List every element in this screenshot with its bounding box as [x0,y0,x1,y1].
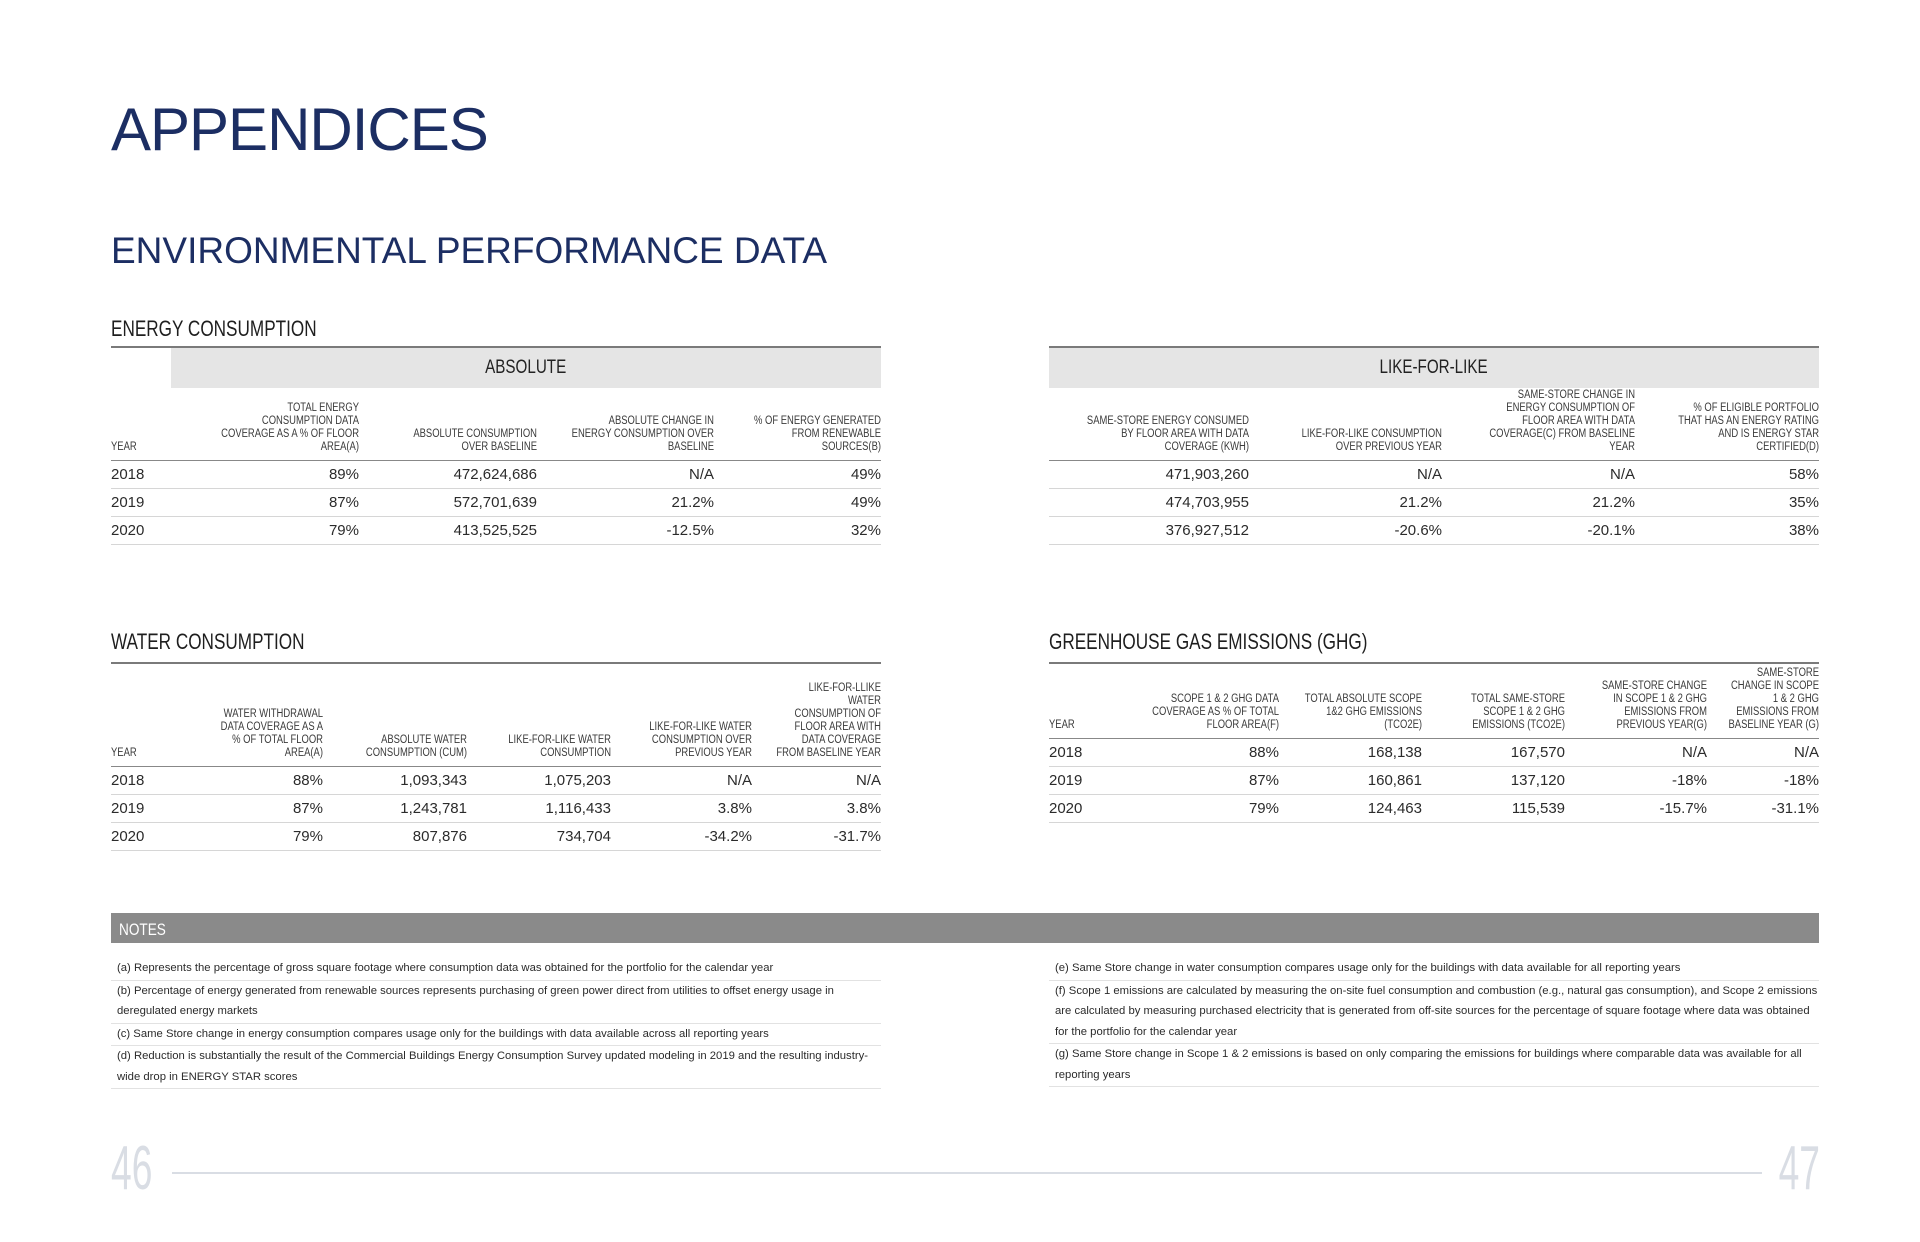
cell-year: 2019 [1049,766,1119,794]
cell: 471,903,260 [1049,460,1249,488]
ghg-section-title: GREENHOUSE GAS EMISSIONS (GHG) [1049,629,1368,654]
energy-group-absolute: ABSOLUTE [171,346,881,388]
table-row [1049,738,1819,766]
energy-section-title: ENERGY CONSUMPTION [111,316,317,341]
table-row [1049,460,1819,488]
cell: -12.5% [537,516,714,544]
col-header: ABSOLUTE CONSUMPTION OVER BASELINE [359,388,537,460]
col-header: TOTAL ABSOLUTE SCOPE 1&2 GHG EMISSIONS (TCO2E) [1279,664,1422,738]
note-item: (c) Same Store change in energy consumption compares usage only for the buildings with data available across all reporting years [111,1024,881,1047]
cell: 472,624,686 [359,460,537,488]
page-number-left: 46 [111,1134,153,1203]
energy-group-lfl: LIKE-FOR-LIKE [1049,346,1819,388]
cell: 88% [186,766,323,794]
cell: 58% [1635,460,1819,488]
col-header: SAME-STORE CHANGE IN SCOPE 1 & 2 GHG EMISSIONS FROM BASELINE YEAR (G) [1707,664,1819,738]
cell: 21.2% [537,488,714,516]
cell: 572,701,639 [359,488,537,516]
col-header: SAME-STORE CHANGE IN SCOPE 1 & 2 GHG EMISSIONS FROM PREVIOUS YEAR(G) [1565,664,1707,738]
cell: 413,525,525 [359,516,537,544]
table-row [111,794,881,822]
cell: 49% [714,460,881,488]
table-row [1049,766,1819,794]
energy-table-lfl [1049,388,1819,545]
cell: 1,075,203 [467,766,611,794]
cell: -34.2% [611,822,752,850]
col-header: YEAR [1049,664,1119,738]
cell-year: 2020 [1049,794,1119,822]
energy-rule-left [111,346,171,348]
note-item: (e) Same Store change in water consumption compares usage only for the buildings with data available for all reporting years [1049,958,1819,981]
col-header: WATER WITHDRAWAL DATA COVERAGE AS A % OF TOTAL FLOOR AREA(A) [186,664,323,766]
notes-header: NOTES [111,913,1819,943]
cell-year: 2018 [111,766,186,794]
table-row [1049,488,1819,516]
cell: 21.2% [1249,488,1442,516]
table-row [111,516,881,544]
col-header: LIKE-FOR-LIKE WATER CONSUMPTION OVER PREVIOUS YEAR [611,664,752,766]
cell: 168,138 [1279,738,1422,766]
cell: N/A [752,766,881,794]
cell: 88% [1119,738,1279,766]
cell: 1,116,433 [467,794,611,822]
table-row [111,488,881,516]
cell: 38% [1635,516,1819,544]
cell: 79% [186,822,323,850]
col-header: YEAR [111,664,186,766]
cell: 1,243,781 [323,794,467,822]
cell: 79% [189,516,359,544]
cell-year: 2018 [111,460,189,488]
cell: 474,703,955 [1049,488,1249,516]
table-row [111,460,881,488]
note-item: (f) Scope 1 emissions are calculated by measuring the on-site fuel consumption and combustion (e.g., natural gas consumption), and Scope 2 emissions are calculated by measuring purchased electricity that is generated from off-site sources for the percentage of square footage where data was obtained for the portfolio for the calendar year [1049,981,1819,1045]
cell: -18% [1707,766,1819,794]
cell: -18% [1565,766,1707,794]
col-header: LIKE-FOR-LIKE CONSUMPTION OVER PREVIOUS YEAR [1249,388,1442,460]
cell: 21.2% [1442,488,1635,516]
cell: 32% [714,516,881,544]
cell: N/A [1249,460,1442,488]
cell: 1,093,343 [323,766,467,794]
cell: 79% [1119,794,1279,822]
cell: -31.1% [1707,794,1819,822]
col-header: % OF ELIGIBLE PORTFOLIO THAT HAS AN ENERGY RATING AND IS ENERGY STAR CERTIFIED(D) [1635,388,1819,460]
cell: 87% [186,794,323,822]
table-row [111,822,881,850]
cell: 137,120 [1422,766,1565,794]
col-header: SCOPE 1 & 2 GHG DATA COVERAGE AS % OF TOTAL FLOOR AREA(F) [1119,664,1279,738]
cell-year: 2019 [111,488,189,516]
cell: N/A [1442,460,1635,488]
cell: 35% [1635,488,1819,516]
cell: 115,539 [1422,794,1565,822]
cell: 167,570 [1422,738,1565,766]
col-header: ABSOLUTE WATER CONSUMPTION (CUM) [323,664,467,766]
col-header: TOTAL SAME-STORE SCOPE 1 & 2 GHG EMISSIONS (TCO2E) [1422,664,1565,738]
col-header: TOTAL ENERGY CONSUMPTION DATA COVERAGE AS A % OF FLOOR AREA(A) [189,388,359,460]
cell: 89% [189,460,359,488]
cell: 124,463 [1279,794,1422,822]
cell: 87% [189,488,359,516]
table-row [111,766,881,794]
cell: 376,927,512 [1049,516,1249,544]
cell: N/A [1707,738,1819,766]
note-item: (d) Reduction is substantially the result of the Commercial Buildings Energy Consumption Survey updated modeling in 2019 and the resulting industry-wide drop in ENERGY STAR scores [111,1046,881,1089]
ghg-table [1049,664,1819,823]
cell: -15.7% [1565,794,1707,822]
note-item: (g) Same Store change in Scope 1 & 2 emissions is based on only comparing the emissions for buildings where comparable data was available for all reporting years [1049,1044,1819,1087]
water-table [111,664,881,851]
cell: 734,704 [467,822,611,850]
notes-right [1049,958,1819,1087]
cell: -31.7% [752,822,881,850]
page-number-right: 47 [1778,1134,1820,1203]
water-section-title: WATER CONSUMPTION [111,629,305,654]
cell: 49% [714,488,881,516]
cell-year: 2020 [111,822,186,850]
col-header: LIKE-FOR-LIKE WATER CONSUMPTION [467,664,611,766]
cell: N/A [537,460,714,488]
col-header: LIKE-FOR-LLIKE WATER CONSUMPTION OF FLOOR AREA WITH DATA COVERAGE FROM BASELINE YEAR [752,664,881,766]
cell: N/A [1565,738,1707,766]
col-header: % OF ENERGY GENERATED FROM RENEWABLE SOURCES(B) [714,388,881,460]
energy-table-absolute [111,388,881,545]
cell: -20.6% [1249,516,1442,544]
col-header: SAME-STORE CHANGE IN ENERGY CONSUMPTION OF FLOOR AREA WITH DATA COVERAGE(C) FROM BASELINE YEAR [1442,388,1635,460]
cell-year: 2019 [111,794,186,822]
cell: N/A [611,766,752,794]
cell: 87% [1119,766,1279,794]
table-row [1049,794,1819,822]
cell: 160,861 [1279,766,1422,794]
note-item: (a) Represents the percentage of gross square footage where consumption data was obtained for the portfolio for the calendar year [111,958,881,981]
note-item: (b) Percentage of energy generated from renewable sources represents purchasing of green power direct from utilities to offset energy usage in deregulated energy markets [111,981,881,1024]
cell-year: 2020 [111,516,189,544]
cell: 3.8% [752,794,881,822]
cell: -20.1% [1442,516,1635,544]
cell-year: 2018 [1049,738,1119,766]
cell: 807,876 [323,822,467,850]
page-subtitle: ENVIRONMENTAL PERFORMANCE DATA [111,230,828,271]
page-title: APPENDICES [111,96,488,163]
table-row [1049,516,1819,544]
col-header: ABSOLUTE CHANGE IN ENERGY CONSUMPTION OVER BASELINE [537,388,714,460]
notes-left [111,958,881,1089]
footer-rule [172,1172,1762,1174]
col-header: YEAR [111,388,189,460]
cell: 3.8% [611,794,752,822]
col-header: SAME-STORE ENERGY CONSUMED BY FLOOR AREA WITH DATA COVERAGE (KWH) [1049,388,1249,460]
